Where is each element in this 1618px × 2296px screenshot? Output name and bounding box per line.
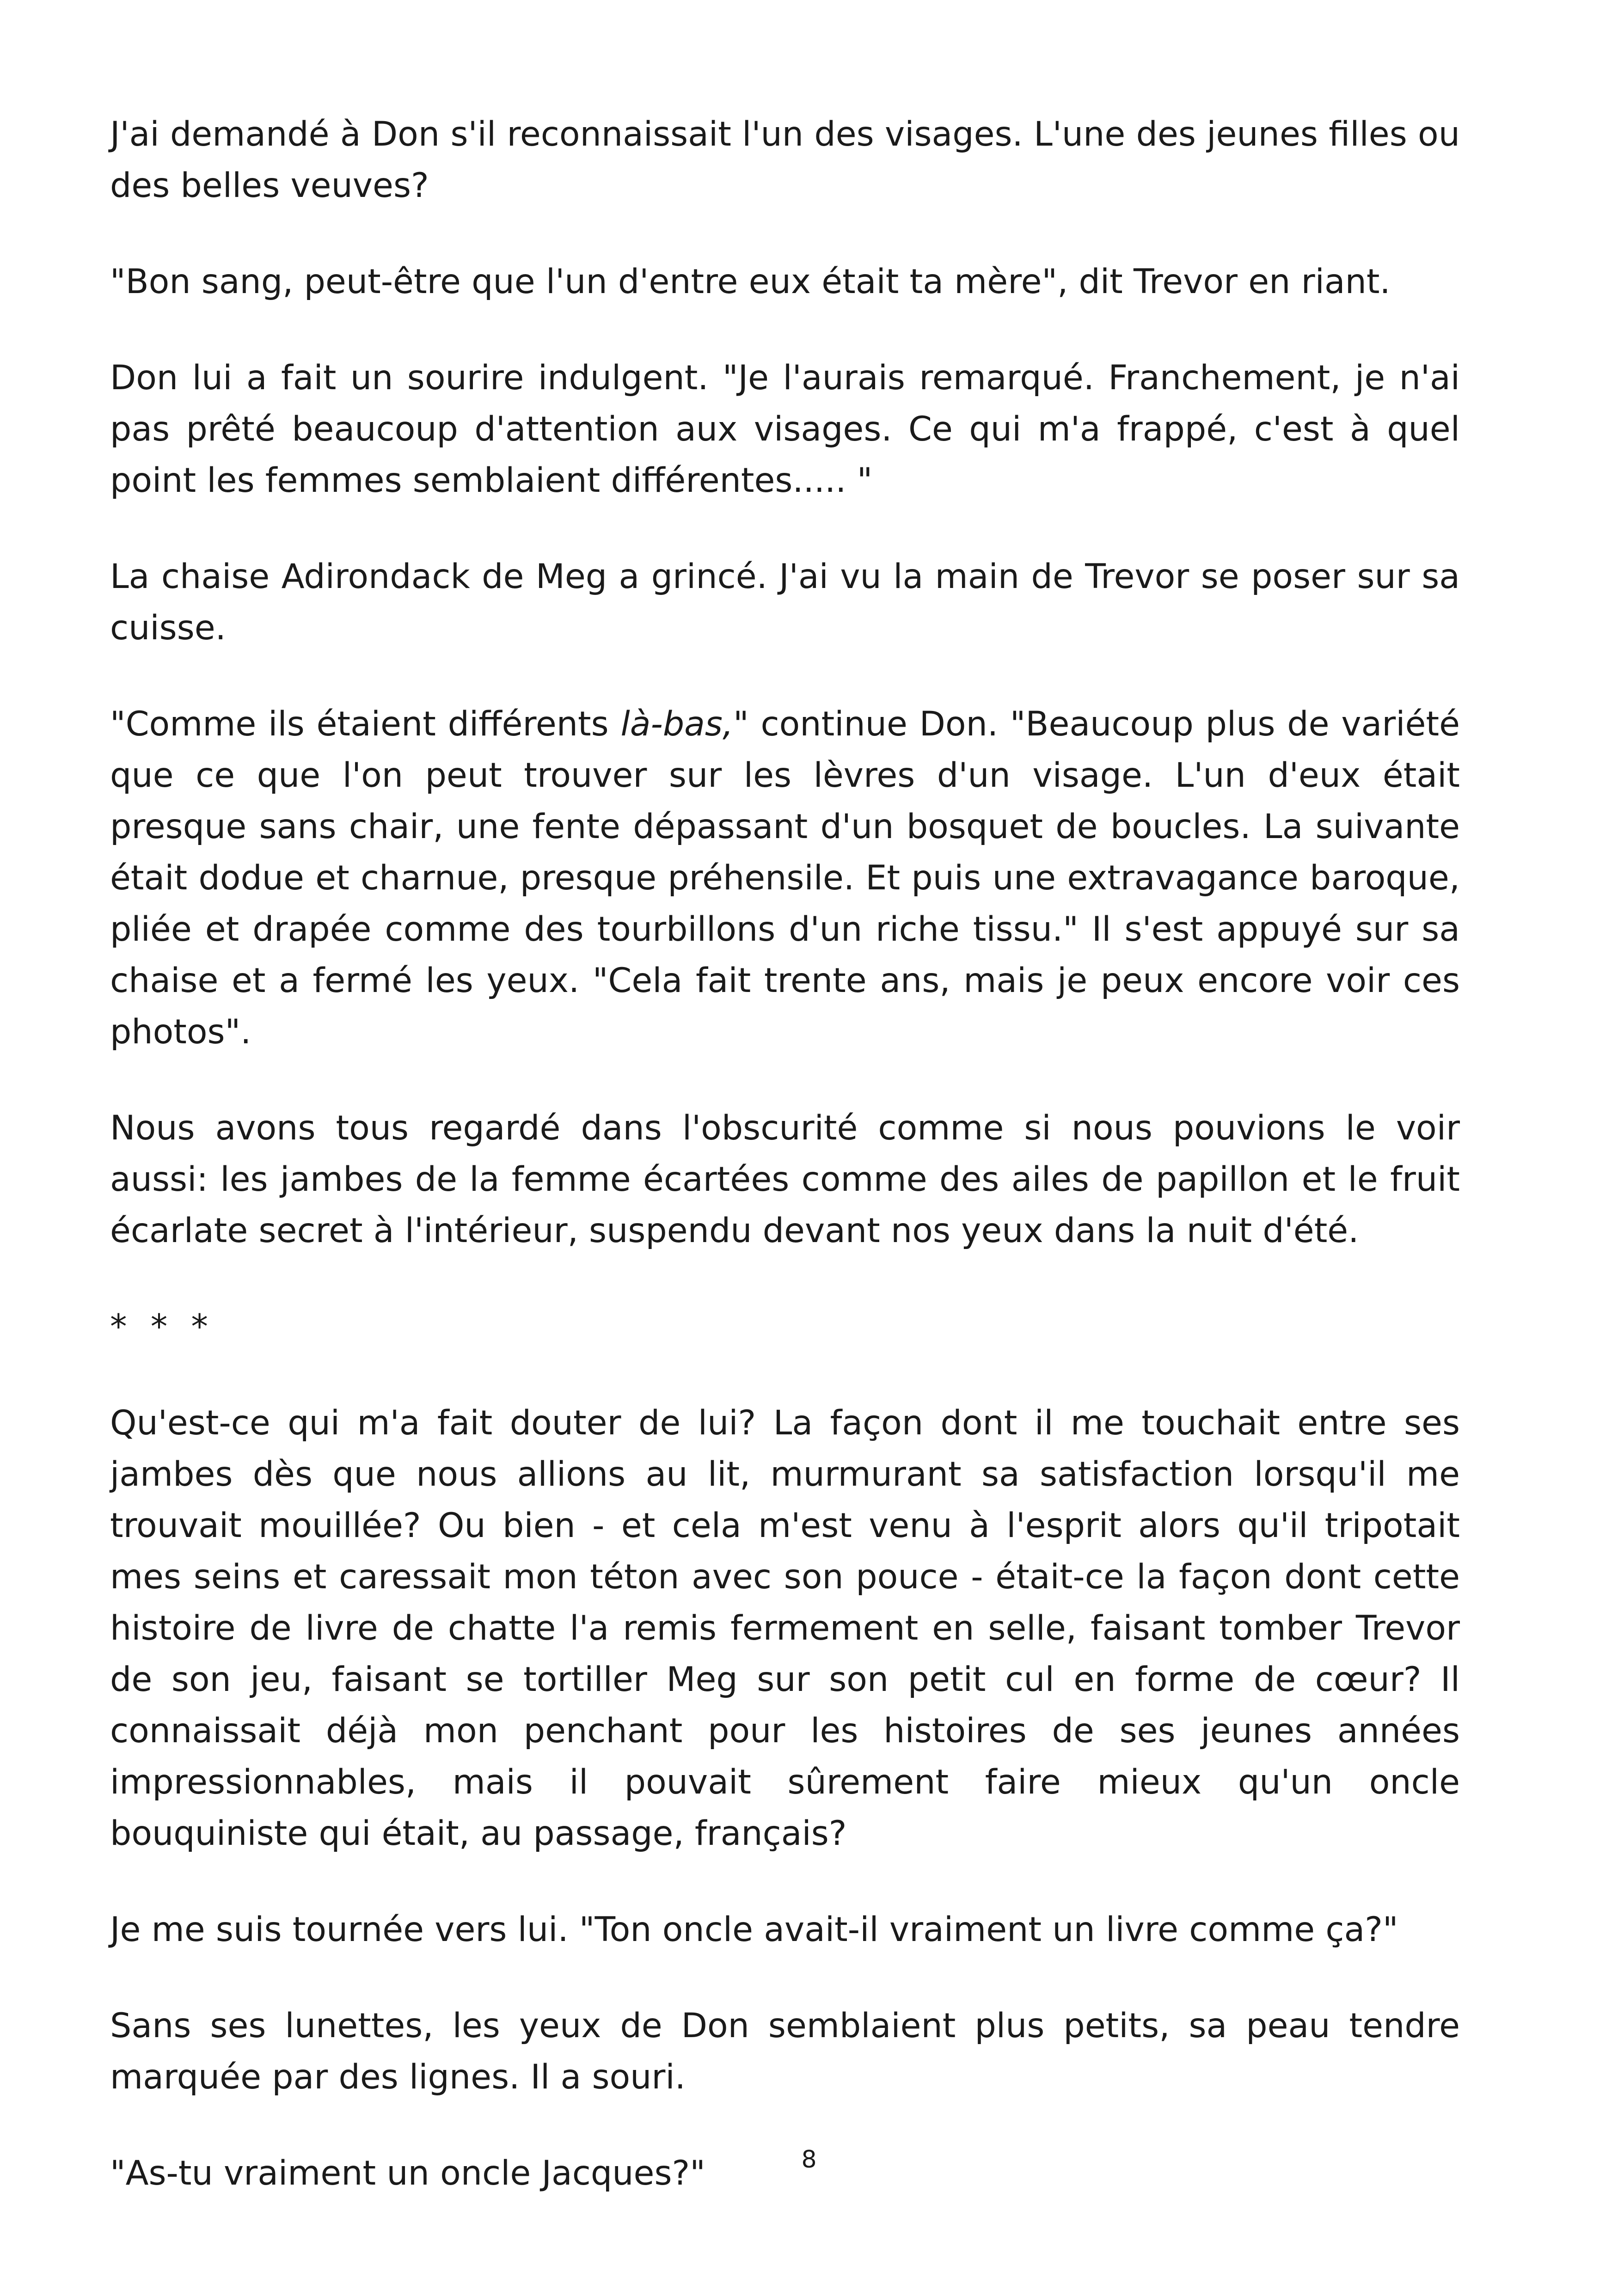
paragraph-text-after-italic: " continue Don. "Beaucoup plus de variété que ce que l'on peut trouver sur les lèvres d'un visage. L'un d'eux était presque sans chair, une fente dépassant d'un bosquet de boucles. La suivante était dodue et charnue, presque préhensile. Et puis une extravagance baroque, pliée et drapée comme des tourbillons d'un riche tissu." Il s'est appuyé sur sa chaise et a fermé les yeux. "Cela fait trente ans, mais je peux encore voir ces photos". [110, 704, 1460, 1052]
paragraph: "As-tu vraiment un oncle Jacques?" [110, 2154, 705, 2193]
body-text [110, 109, 1460, 2244]
paragraph: Nous avons tous regardé dans l'obscurité comme si nous pouvions le voir aussi: les jambes de la femme écartées comme des ailes de papillon et le fruit écarlate secret à l'intérieur, suspendu devant nos yeux dans la nuit d'été. [110, 1108, 1460, 1250]
paragraph: Sans ses lunettes, les yeux de Don semblaient plus petits, sa peau tendre marquée par des lignes. Il a souri. [110, 2006, 1460, 2097]
paragraph: La chaise Adirondack de Meg a grincé. J'ai vu la main de Trevor se poser sur sa cuisse. [110, 557, 1460, 648]
scene-separator: * * * [110, 1307, 215, 1347]
paragraph-text-before-italic: "Comme ils étaient différents [110, 704, 621, 744]
paragraph-with-italic [110, 698, 1460, 1058]
paragraph: Je me suis tournée vers lui. "Ton oncle avait-il vraiment un livre comme ça?" [110, 1910, 1398, 1949]
paragraph: Don lui a fait un sourire indulgent. "Je l'aurais remarqué. Franchement, je n'ai pas prêté beaucoup d'attention aux visages. Ce qui m'a frappé, c'est à quel point les femmes semblaient différentes..... " [110, 358, 1460, 500]
paragraph: J'ai demandé à Don s'il reconnaissait l'un des visages. L'une des jeunes filles ou des belles veuves? [110, 115, 1460, 205]
paragraph: Qu'est-ce qui m'a fait douter de lui? La façon dont il me touchait entre ses jambes dès que nous allions au lit, murmurant sa satisfaction lorsqu'il me trouvait mouillée? Ou bien - et cela m'est venu à l'esprit alors qu'il tripotait mes seins et caressait mon téton avec son pouce - était-ce la façon dont cette histoire de livre de chatte l'a remis fermement en selle, faisant tomber Trevor de son jeu, faisant se tortiller Meg sur son petit cul en forme de cœur? Il connaissait déjà mon penchant pour les histoires de ses jeunes années impressionnables, mais il pouvait sûrement faire mieux qu'un oncle bouquiniste qui était, au passage, français? [110, 1403, 1460, 1853]
page-number: 8 [801, 2146, 817, 2174]
italic-phrase: là-bas, [620, 704, 734, 744]
paragraph: "Bon sang, peut-être que l'un d'entre eux était ta mère", dit Trevor en riant. [110, 262, 1391, 301]
